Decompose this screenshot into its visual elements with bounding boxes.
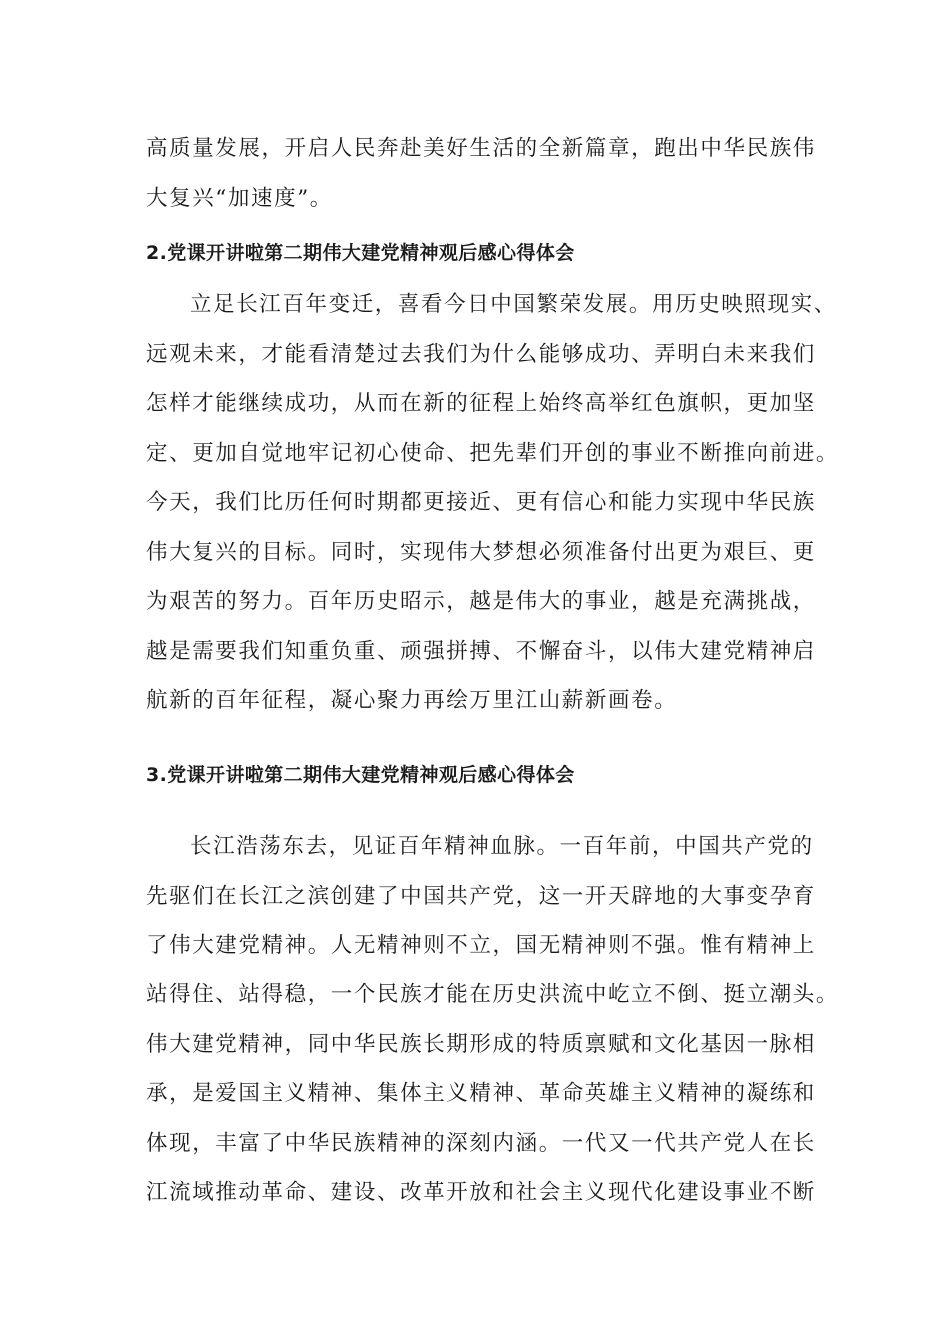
paragraph-line: 大复兴“加速度”。: [146, 186, 333, 211]
paragraph-line: 长江浩荡东去，见证百年精神血脉。一百年前，中国共产党的: [190, 834, 814, 859]
paragraph-line: 伟大建党精神，同中华民族长期形成的特质禀赋和文化基因一脉相: [146, 1032, 816, 1057]
paragraph-line: 航新的百年征程，凝心聚力再绘万里江山薪新画卷。: [146, 688, 678, 713]
section-heading: 3.党课开讲啦第二期伟大建党精神观后感心得体会: [146, 764, 575, 786]
paragraph-line: 承，是爱国主义精神、集体主义精神、革命英雄主义精神的凝练和: [146, 1081, 816, 1106]
paragraph-line: 伟大复兴的目标。同时，实现伟大梦想必须准备付出更为艰巨、更: [146, 540, 816, 565]
paragraph-line: 体现，丰富了中华民族精神的深刻内涵。一代又一代共产党人在长: [146, 1131, 816, 1156]
paragraph-line: 立足长江百年变迁，喜看今日中国繁荣发展。用历史映照现实、: [190, 292, 837, 317]
paragraph-line: 定、更加自觉地牢记初心使命、把先辈们开创的事业不断推向前进。: [146, 441, 840, 466]
paragraph-line: 今天，我们比历任何时期都更接近、更有信心和能力实现中华民族: [146, 490, 816, 515]
paragraph-line: 站得住、站得稳，一个民族才能在历史洪流中屹立不倒、挺立潮头。: [146, 982, 840, 1007]
paragraph-line: 远观未来，才能看清楚过去我们为什么能够成功、弄明白未来我们: [146, 342, 816, 367]
paragraph-line: 怎样才能继续成功，从而在新的征程上始终高举红色旗帜，更加坚: [146, 391, 816, 416]
paragraph-line: 先驱们在长江之滨创建了中国共产党，这一开天辟地的大事变孕育: [146, 884, 816, 909]
paragraph-line: 越是需要我们知重负重、顽强拼搏、不懈奋斗，以伟大建党精神启: [146, 639, 816, 664]
paragraph-line: 了伟大建党精神。人无精神则不立，国无精神则不强。惟有精神上: [146, 933, 816, 958]
section-heading: 2.党课开讲啦第二期伟大建党精神观后感心得体会: [146, 242, 575, 264]
paragraph-line: 高质量发展，开启人民奔赴美好生活的全新篇章，跑出中华民族伟: [146, 136, 816, 161]
paragraph-line: 江流域推动革命、建设、改革开放和社会主义现代化建设事业不断: [146, 1180, 816, 1205]
paragraph-line: 为艰苦的努力。百年历史昭示，越是伟大的事业，越是充满挑战，: [146, 589, 816, 614]
